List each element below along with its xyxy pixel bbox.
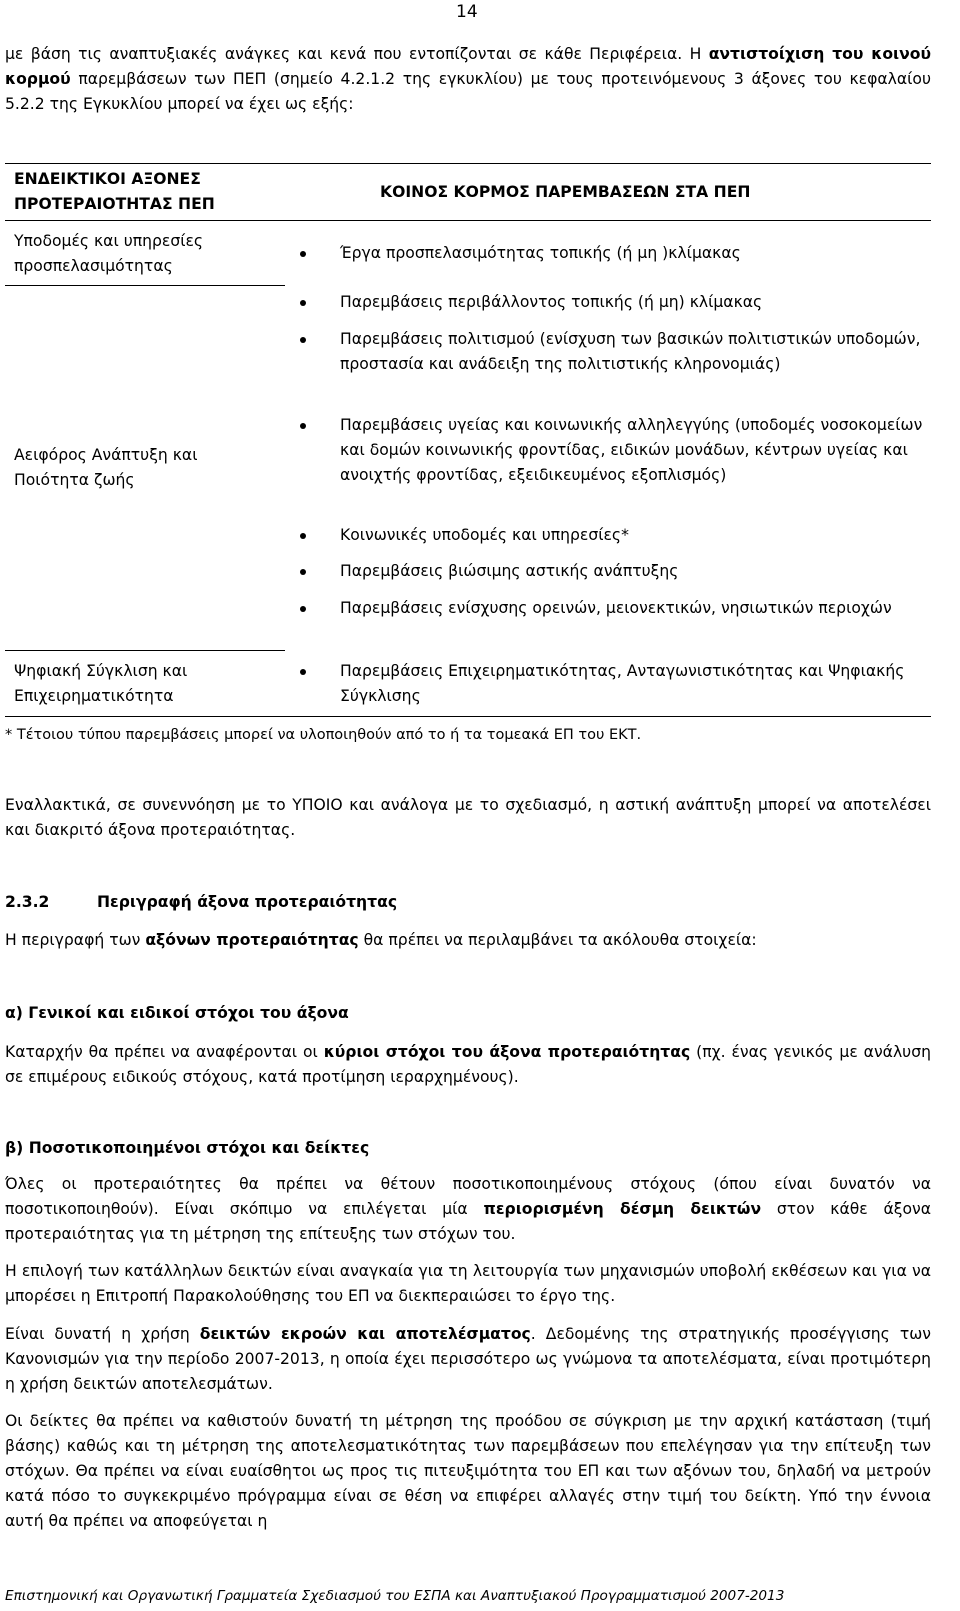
intervention-item: Παρεμβάσεις ενίσχυσης ορεινών, μειονεκτικών, νησιωτικών περιοχών: [300, 596, 930, 621]
page-footer: Επιστημονική και Οργανωτική Γραμματεία Σχεδιασμού του ΕΣΠΑ και Αναπτυξιακού Προγραμματισμού 2007-2013: [5, 1588, 785, 1604]
intervention-item: Παρεμβάσεις πολιτισμού (ενίσχυση των βασικών πολιτιστικών υποδομών, προστασία και ανάδειξη της πολιτιστικής κληρονομιάς): [300, 327, 930, 377]
table-bottom-rule: [5, 716, 931, 717]
intervention-item: Έργα προσπελασιμότητας τοπικής (ή μη )κλίμακας: [300, 241, 930, 266]
table-footnote: * Τέτοιου τύπου παρεμβάσεις μπορεί να υλοποιηθούν από το ή τα τομεακά ΕΠ του ΕΚΤ.: [5, 727, 642, 743]
table-row-rule: [5, 285, 285, 286]
subsection-b-heading: β) Ποσοτικοποιημένοι στόχοι και δείκτες: [5, 1139, 370, 1157]
axis-cell: Υποδομές και υπηρεσίες προσπελασιμότητας: [14, 232, 204, 275]
intervention-item: Κοινωνικές υποδομές και υπηρεσίες*: [300, 523, 930, 548]
intervention-item: Παρεμβάσεις Επιχειρηματικότητας, Ανταγωνιστικότητας και Ψηφιακής Σύγκλισης: [300, 659, 930, 709]
subsection-a-heading: α) Γενικοί και ειδικοί στόχοι του άξονα: [5, 1004, 349, 1022]
bullet-icon: [300, 300, 306, 306]
intervention-item: Παρεμβάσεις υγείας και κοινωνικής αλληλεγγύης (υποδομές νοσοκομείων και δομών κοινωνικής φροντίδας, ειδικών μονάδων, κέντρων υγείας και ανοιχτής φροντίδας, εξειδικευμένος εξοπλισμός): [300, 413, 930, 488]
bullet-icon: [300, 251, 306, 257]
subsection-a-paragraph: Καταρχήν θα πρέπει να αναφέρονται οι κύριοι στόχοι του άξονα προτεραιότητας (πχ. ένας γενικός με ανάλυση σε επιμέρους ειδικούς στόχους, κατά προτίμηση ιεραρχημένους).: [5, 1043, 931, 1086]
bullet-icon: [300, 569, 306, 575]
bullet-icon: [300, 606, 306, 612]
subsection-b-paragraph-3: Είναι δυνατή η χρήση δεικτών εκροών και αποτελέσματος. Δεδομένης της στρατηγικής προσέγγισης των Κανονισμών για την περίοδο 2007-2013, η οποία έχει περισσότερο ως γνώμονα τα αποτελέσματα, είναι προτιμότερη η χρήση δεικτών αποτελεσμάτων.: [5, 1325, 931, 1393]
table-row-rule: [5, 650, 285, 651]
intervention-item: Παρεμβάσεις περιβάλλοντος τοπικής (ή μη) κλίμακας: [300, 290, 930, 315]
axis-cell: Αειφόρος Ανάπτυξη και Ποιότητα ζωής: [14, 446, 198, 489]
subsection-b-paragraph-4: Οι δείκτες θα πρέπει να καθιστούν δυνατή τη μέτρηση της προόδου σε σύγκριση με την αρχική κατάσταση (τιμή βάσης) καθώς και τη μέτρηση της αποτελεσματικότητας των παρεμβάσεων που επελέγησαν για την επίτευξη των στόχων. Θα πρέπει να είναι ευαίσθητοι ως προς τις πιτευξιμότητα του ΕΠ και των αξόνων του, δηλαδή να μετρούν κατά πόσο το συγκεκριμένο πρόγραμμα είναι σε θέση να επιφέρει αλλαγές στην τιμή του δείκτη. Υπό την έννοια αυτή θα πρέπει να αποφεύγεται η: [5, 1412, 931, 1530]
bullet-icon: [300, 533, 306, 539]
table-header-interventions: ΚΟΙΝΟΣ ΚΟΡΜΟΣ ΠΑΡΕΜΒΑΣΕΩΝ ΣΤΑ ΠΕΠ: [380, 183, 751, 201]
bullet-icon: [300, 669, 306, 675]
intervention-item: Παρεμβάσεις βιώσιμης αστικής ανάπτυξης: [300, 559, 930, 584]
section-paragraph: Η περιγραφή των αξόνων προτεραιότητας θα πρέπει να περιλαμβάνει τα ακόλουθα στοιχεία:: [5, 931, 757, 949]
bullet-icon: [300, 423, 306, 429]
table-header-axes: ΕΝΔΕΙΚΤΙΚΟΙ ΑΞΟΝΕΣ ΠΡΟΤΕΡΑΙΟΤΗΤΑΣ ΠΕΠ: [14, 170, 215, 213]
bullet-icon: [300, 337, 306, 343]
table-header-rule: [5, 220, 931, 221]
alternative-paragraph: Εναλλακτικά, σε συνεννόηση με το ΥΠΟΙΟ και ανάλογα με το σχεδιασμό, η αστική ανάπτυξη μπορεί να αποτελέσει και διακριτό άξονα προτεραιότητας.: [5, 796, 931, 839]
subsection-b-paragraph-1: Όλες οι προτεραιότητες θα πρέπει να θέτουν ποσοτικοποιημένους στόχους (όπου είναι δυνατόν να ποσοτικοποιηθούν). Είναι σκόπιμο να επιλέγεται μία περιορισμένη δέσμη δεικτών στον κάθε άξονα προτεραιότητας για τη μέτρηση της επίτευξης των στόχων του.: [5, 1175, 932, 1243]
table-top-rule: [5, 163, 931, 164]
axis-cell: Ψηφιακή Σύγκλιση και Επιχειρηματικότητα: [14, 662, 188, 705]
intro-paragraph: με βάση τις αναπτυξιακές ανάγκες και κενά που εντοπίζονται σε κάθε Περιφέρεια. Η αντιστοίχιση του κοινού κορμού παρεμβάσεων των ΠΕΠ (σημείο 4.2.1.2 της εγκυκλίου) με τους προτεινόμενους 3 άξονες του κεφαλαίου 5.2.2 της Εγκυκλίου μπορεί να έχει ως εξής:: [5, 45, 931, 113]
section-heading: 2.3.2 Περιγραφή άξονα προτεραιότητας: [5, 893, 398, 911]
page-number: 14: [456, 2, 478, 22]
subsection-b-paragraph-2: Η επιλογή των κατάλληλων δεικτών είναι αναγκαία για τη λειτουργία των μηχανισμών υποβολή εκθέσεων και για να μπορέσει η Επιτροπή Παρακολούθησης του ΕΠ να διεκπεραιώσει το έργο της.: [5, 1262, 931, 1305]
